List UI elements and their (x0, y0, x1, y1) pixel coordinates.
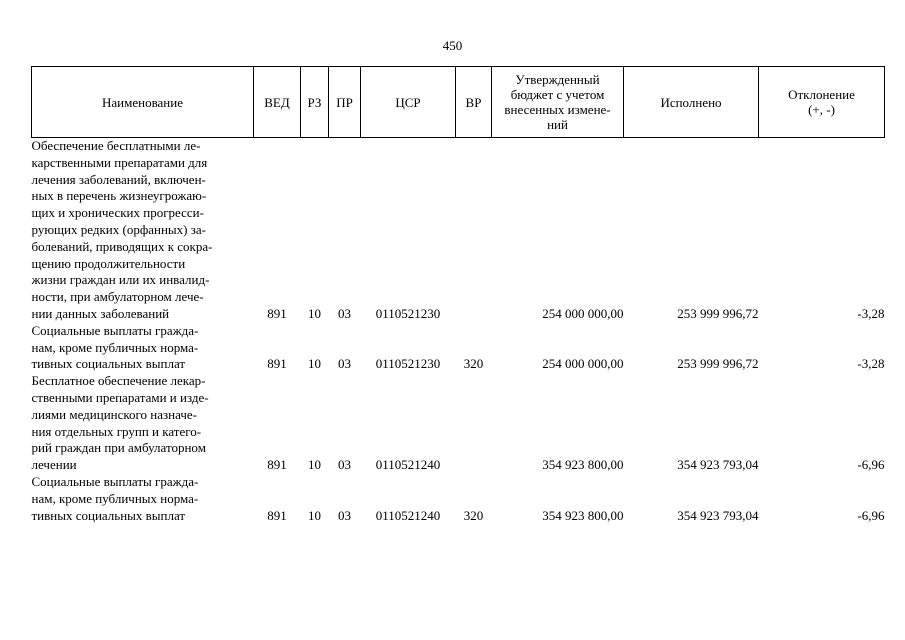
name-line: нии данных заболеваний (31, 305, 170, 321)
cell-deviation: -3,28 (857, 356, 885, 372)
cell-pr: 03 (338, 507, 351, 523)
table-row (32, 138, 885, 323)
cell-vr (456, 373, 492, 474)
cell-approved: 354 923 800,00 (542, 507, 624, 523)
name-line: щих и хронических прогресси- (31, 205, 204, 221)
name-line: лечения заболеваний, включен- (31, 171, 206, 187)
budget-execution-table (31, 66, 885, 524)
row-name (32, 373, 254, 474)
header-deviation-line: Отклонение (788, 87, 855, 102)
header-approved-line: внесенных измене- (504, 102, 611, 117)
header-name: Наименование (32, 67, 254, 138)
cell-ved: 891 (267, 457, 287, 473)
name-line: ных в перечень жизнеугрожаю- (31, 188, 207, 204)
cell-pr: 03 (338, 305, 351, 321)
name-line: карственными препаратами для (31, 154, 208, 170)
cell-approved: 254 000 000,00 (542, 356, 624, 372)
cell-csr: 0110521240 (375, 457, 441, 473)
table-header-row (32, 67, 885, 138)
row-name (32, 474, 254, 524)
cell-executed: 253 999 996,72 (677, 356, 759, 372)
cell-rz: 10 (308, 457, 321, 473)
cell-deviation: -6,96 (857, 457, 885, 473)
cell-approved: 254 000 000,00 (542, 305, 624, 321)
name-line: ния отдельных групп и катего- (31, 423, 202, 439)
table-row (32, 323, 885, 373)
cell-pr: 03 (338, 457, 351, 473)
cell-executed: 253 999 996,72 (677, 305, 759, 321)
header-vr: ВР (456, 67, 492, 138)
cell-vr: 320 (463, 507, 484, 523)
header-rz: РЗ (301, 67, 329, 138)
header-ved: ВЕД (254, 67, 301, 138)
name-line: ности, при амбулаторном лече- (31, 289, 204, 305)
name-line: болеваний, приводящих к сокра- (31, 238, 213, 254)
name-line: лечении (31, 457, 77, 473)
cell-pr: 03 (338, 356, 351, 372)
name-line: рующих редких (орфанных) за- (31, 221, 206, 237)
name-line: Социальные выплаты гражда- (31, 473, 199, 489)
row-name (32, 138, 254, 323)
cell-csr: 0110521230 (375, 305, 441, 321)
name-line: тивных социальных выплат (31, 356, 186, 372)
cell-executed: 354 923 793,04 (677, 507, 759, 523)
header-approved-line: Утвержденный (515, 72, 600, 87)
cell-vr: 320 (463, 356, 484, 372)
header-csr: ЦСР (361, 67, 456, 138)
name-line: Обеспечение бесплатными ле- (31, 138, 201, 153)
name-line: тивных социальных выплат (31, 507, 186, 523)
row-name (32, 323, 254, 373)
header-executed: Исполнено (624, 67, 759, 138)
cell-deviation: -3,28 (857, 305, 885, 321)
name-line: лиями медицинского назначе- (31, 406, 198, 422)
cell-rz: 10 (308, 507, 321, 523)
table-row (32, 373, 885, 474)
cell-ved: 891 (267, 356, 287, 372)
header-approved-line: бюджет с учетом (510, 87, 605, 102)
name-line: Бесплатное обеспечение лекар- (31, 373, 206, 389)
table-row (32, 474, 885, 524)
header-pr: ПР (329, 67, 361, 138)
name-line: нам, кроме публичных норма- (31, 339, 199, 355)
cell-csr: 0110521230 (375, 356, 441, 372)
header-approved-line: ний (547, 117, 568, 132)
name-line: жизни граждан или их инвалид- (31, 272, 210, 288)
cell-ved: 891 (267, 305, 287, 321)
name-line: нам, кроме публичных норма- (31, 490, 199, 506)
name-line: ственными препаратами и изде- (31, 389, 209, 405)
header-approved-budget (492, 67, 624, 138)
name-line: щению продолжительности (31, 255, 186, 271)
name-line: Социальные выплаты гражда- (31, 322, 199, 338)
cell-rz: 10 (308, 356, 321, 372)
cell-vr (456, 138, 492, 323)
cell-csr: 0110521240 (375, 507, 441, 523)
cell-executed: 354 923 793,04 (677, 457, 759, 473)
cell-deviation: -6,96 (857, 507, 885, 523)
name-line: рий граждан при амбулаторном (31, 440, 206, 456)
header-deviation-line: (+, -) (808, 102, 835, 117)
page-number: 450 (442, 38, 463, 53)
cell-approved: 354 923 800,00 (542, 457, 624, 473)
cell-rz: 10 (308, 305, 321, 321)
header-deviation (759, 67, 885, 138)
cell-ved: 891 (267, 507, 287, 523)
